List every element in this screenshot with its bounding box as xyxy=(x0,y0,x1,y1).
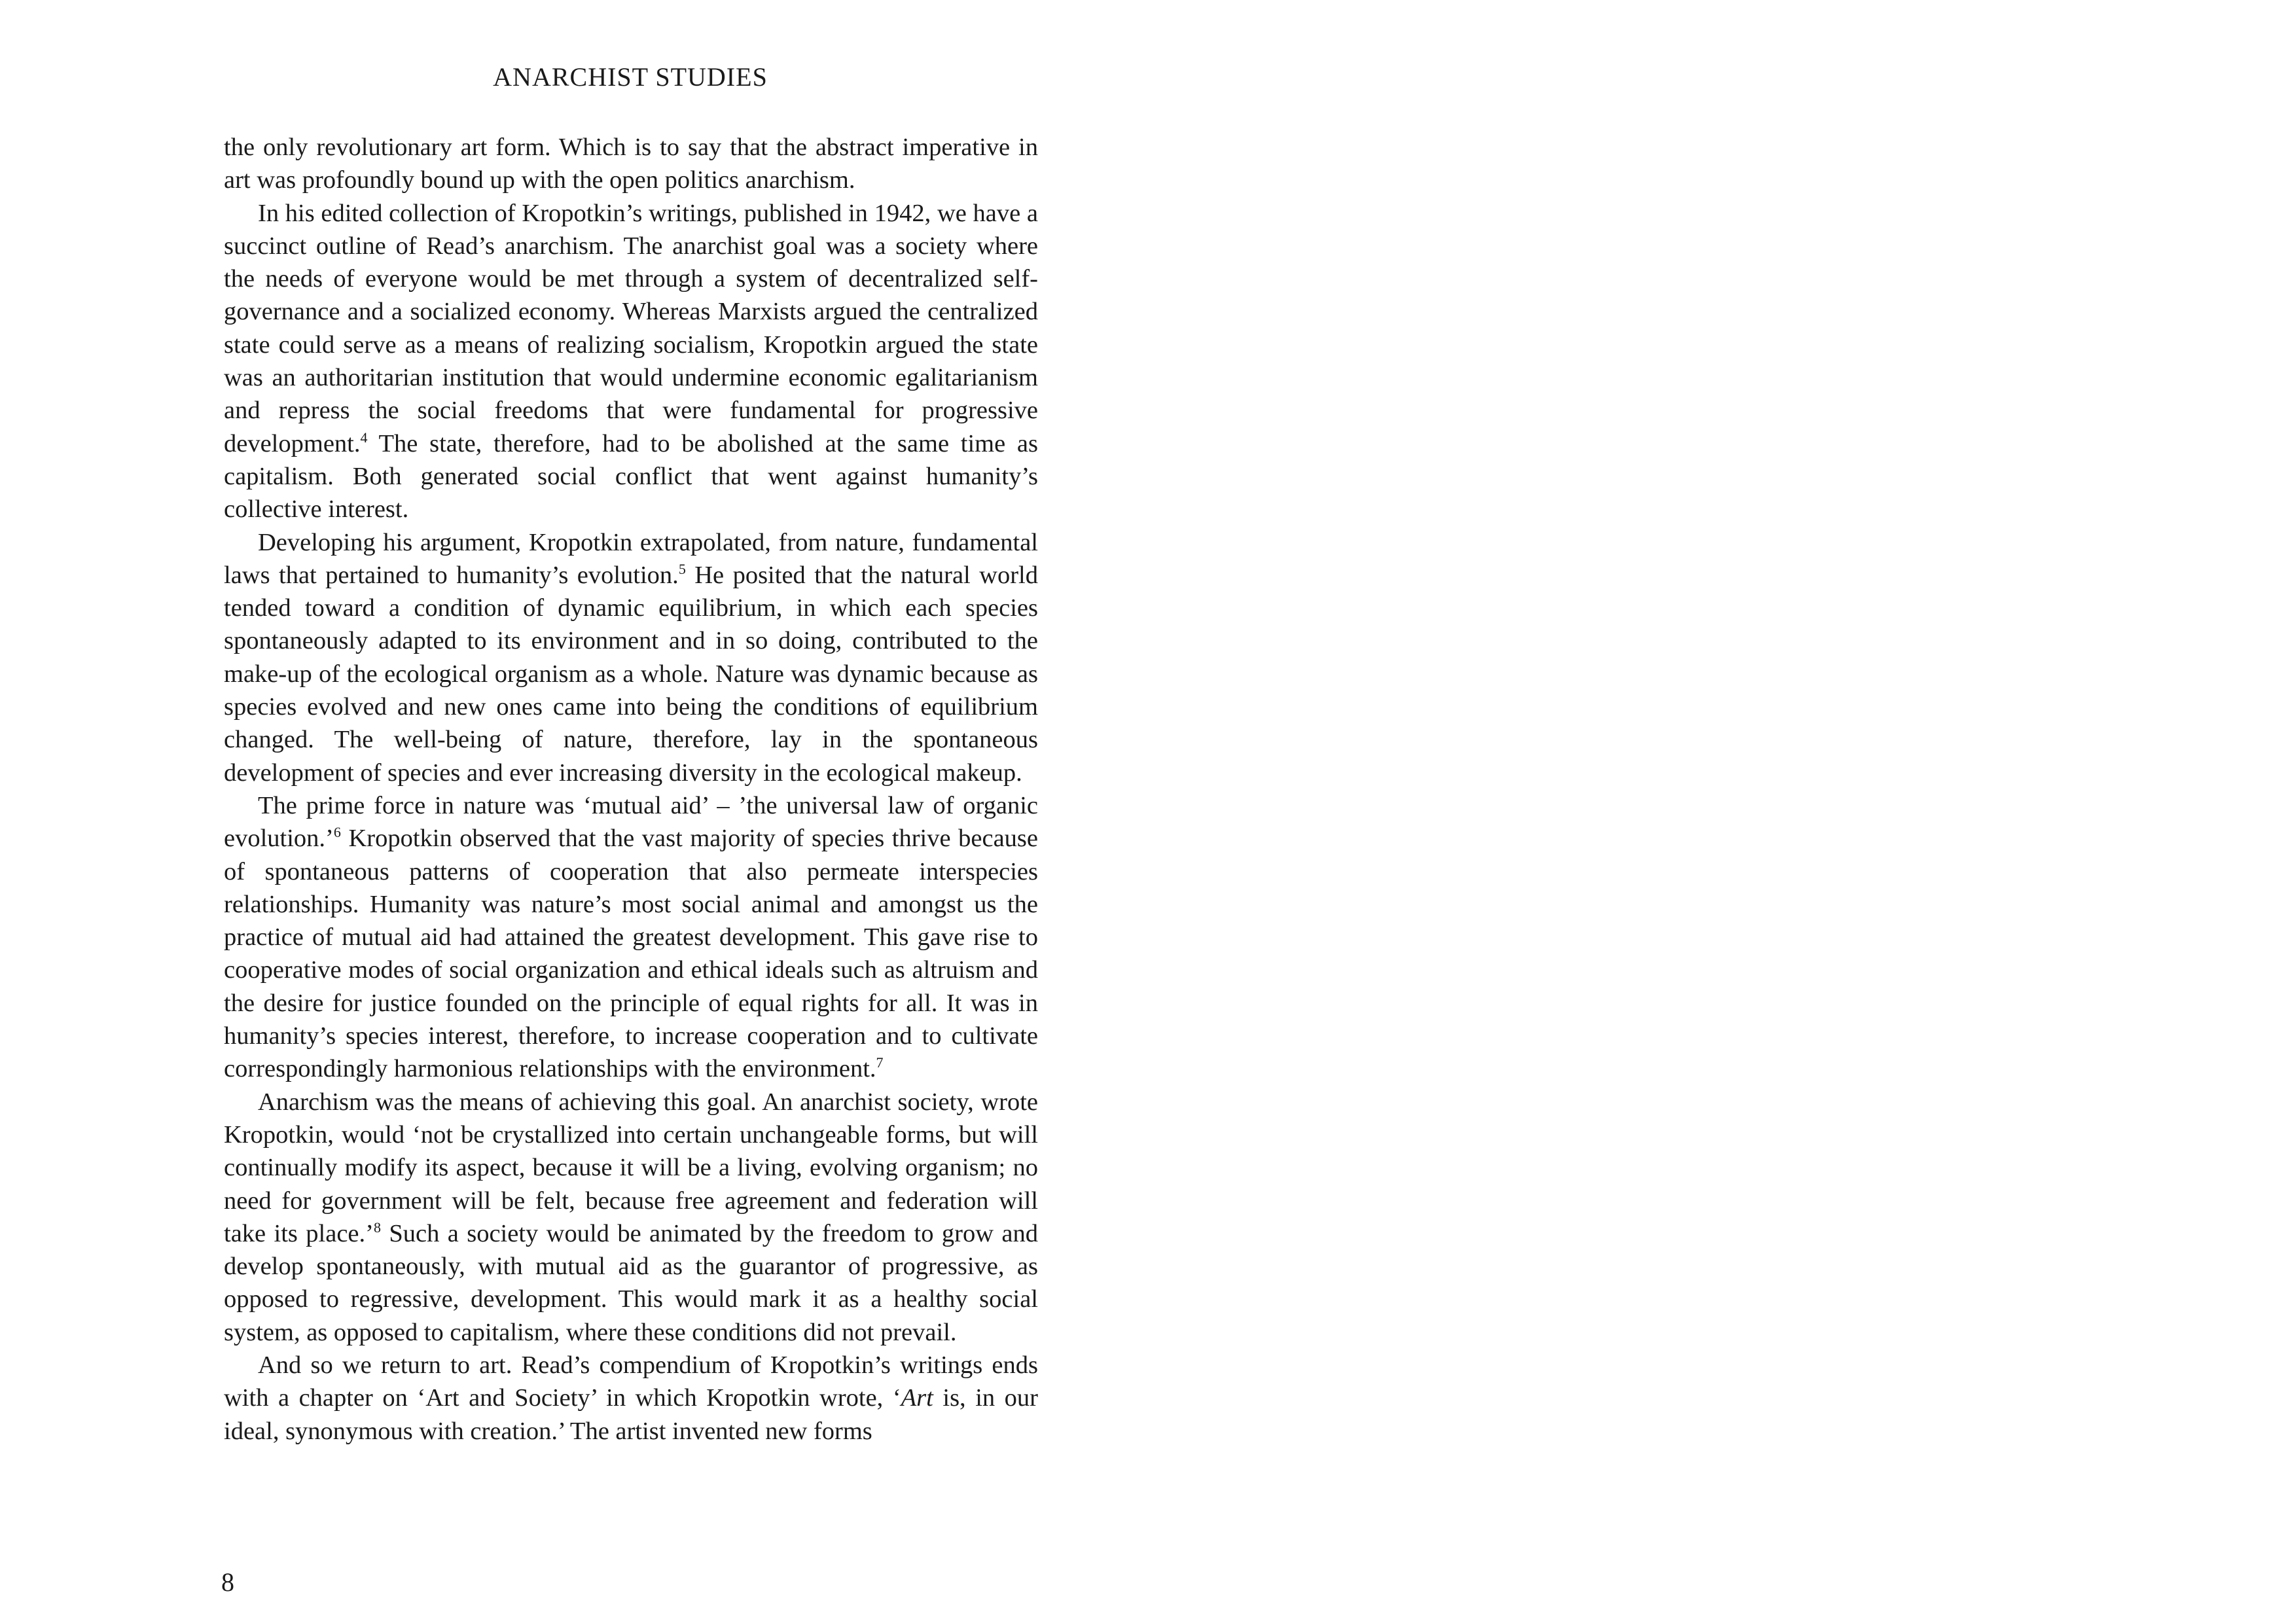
page-number: 8 xyxy=(221,1567,234,1597)
paragraph-text: In his edited collection of Kropotkin’s writings, published in 1942, we have a succinct outline of Read’s anarchism. The anarchist goal was a society where the needs of everyone would be met through a system of decentralized self-governance and a socialized economy. Whereas Marxists argued the centralized state could serve as a means of realizing socialism, Kropotkin argued the state was an authoritarian institution that would undermine economic egalitarianism and repress the social freedoms that were fundamental for progressive development. xyxy=(224,199,1038,457)
footnote-ref: 6 xyxy=(333,824,341,841)
footnote-ref: 7 xyxy=(876,1054,884,1071)
italic-text: Art xyxy=(901,1384,933,1412)
paragraph xyxy=(224,1086,1038,1349)
paragraph-text: And so we return to art. Read’s compendium of Kropotkin’s writings ends with a chapter on ‘Art and Society’ in which Kropotkin wrote, ‘ xyxy=(224,1351,1038,1412)
paragraph xyxy=(224,789,1038,1086)
paragraph xyxy=(224,131,1038,197)
paragraph-text: Such a society would be animated by the freedom to grow and develop spontaneously, with mutual aid as the guarantor of progressive, as opposed to regressive, development. This would mark it as a healthy social system, as opposed to capitalism, where these conditions did not prevail. xyxy=(224,1219,1038,1346)
paragraph-text: He posited that the natural world tended toward a condition of dynamic equilibrium, in which each species spontaneously adapted to its environment and in so doing, contributed to the make-up of the ecological organism as a whole. Nature was dynamic because as species evolved and new ones came into being the conditions of equilibrium changed. The well-being of nature, therefore, lay in the spontaneous development of species and ever increasing diversity in the ecological makeup. xyxy=(224,561,1038,787)
paragraph-text: Kropotkin observed that the vast majority of species thrive because of spontaneous patterns of cooperation that also permeate interspecies relationships. Humanity was nature’s most social animal and amongst us the practice of mutual aid had attained the greatest development. This gave rise to cooperative modes of social organization and ethical ideals such as altruism and the desire for justice founded on the principle of equal rights for all. It was in humanity’s species interest, therefore, to increase cooperation and to cultivate correspondingly harmonious relationships with the environment. xyxy=(224,825,1038,1083)
paragraph-text: The prime force in nature was ‘mutual aid’ – ’the universal law of organic evolution.’ xyxy=(224,791,1038,853)
paragraph xyxy=(224,526,1038,789)
footnote-ref: 5 xyxy=(678,560,686,577)
paragraph-text: is, in our ideal, synonymous with creation.’ The artist invented new forms xyxy=(224,1384,1038,1445)
footnote-ref: 8 xyxy=(373,1219,381,1236)
paragraph-text: the only revolutionary art form. Which is to say that the abstract imperative in art was profoundly bound up with the open politics anarchism. xyxy=(224,134,1038,194)
paragraph-text: Developing his argument, Kropotkin extrapolated, from nature, fundamental laws that pertained to humanity’s evolution. xyxy=(224,528,1038,589)
footnote-ref: 4 xyxy=(360,429,368,446)
paragraph-text: The state, therefore, had to be abolished at the same time as capitalism. Both generated social conflict that went against humanity’s collective interest. xyxy=(224,429,1038,524)
paragraph-text: Anarchism was the means of achieving this goal. An anarchist society, wrote Kropotkin, would ‘not be crystallized into certain unchangeable forms, but will continually modify its aspect, because it will be a living, evolving organism; no need for government will be felt, because free agreement and federation will take its place.’ xyxy=(224,1088,1038,1247)
paragraph xyxy=(224,197,1038,526)
paragraph xyxy=(224,1349,1038,1448)
running-head: ANARCHIST STUDIES xyxy=(493,62,768,92)
body-text xyxy=(224,131,1038,1448)
